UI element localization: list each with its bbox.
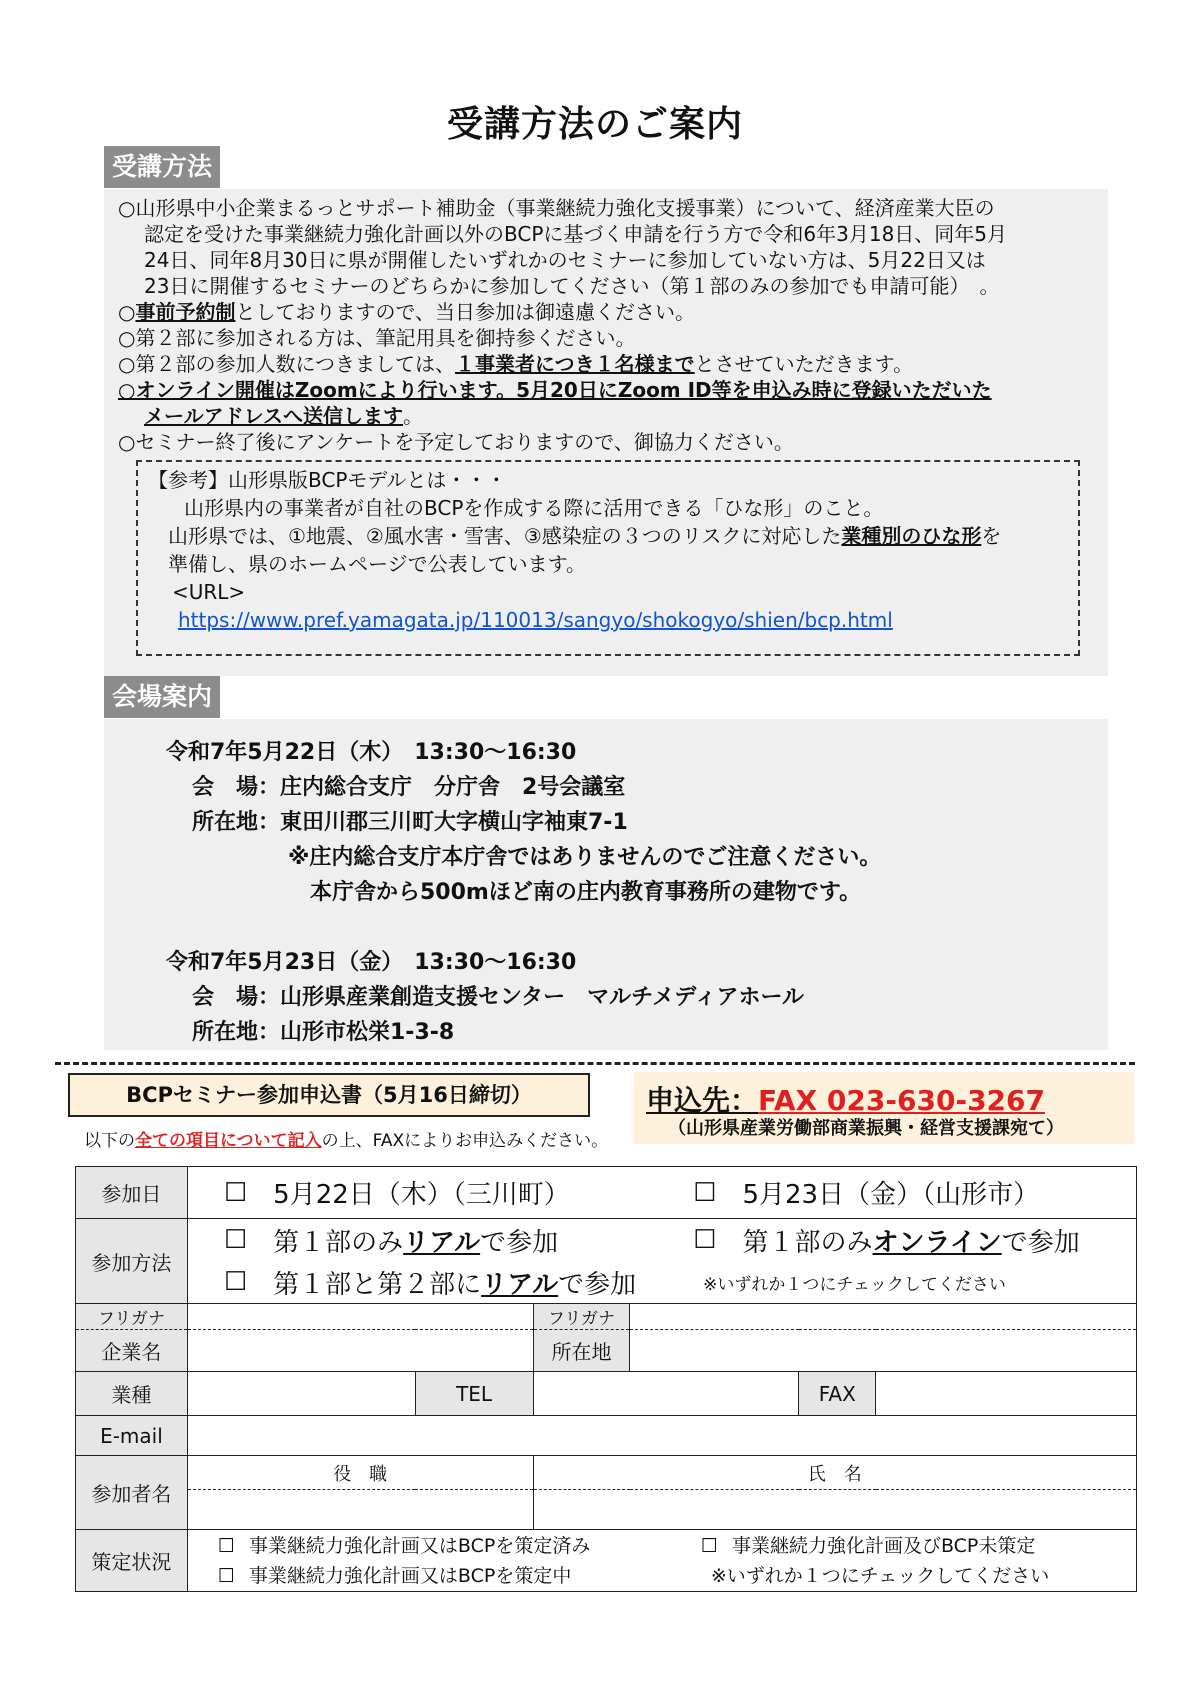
- company-field[interactable]: [187, 1330, 533, 1372]
- method-opt1-checkbox[interactable]: ☐: [223, 1225, 248, 1255]
- email-label: E-mail: [76, 1416, 188, 1456]
- industry-label: 業種: [76, 1372, 188, 1416]
- method-p1-line1: ○山形県中小企業まるっとサポート補助金（事業継続力強化支援事業）について、経済産業大臣の: [118, 196, 995, 220]
- section-tag-method: 受講方法: [104, 146, 220, 188]
- venue1-date: 令和7年5月22日（木） 13:30～16:30: [166, 740, 577, 765]
- reference-text: [148, 466, 1078, 634]
- furigana-label: フリガナ: [76, 1304, 188, 1330]
- status-opt1-label: 事業継続力強化計画又はBCPを策定済み: [248, 1534, 591, 1557]
- venue1-note2: 本庁舎から500mほど南の庄内教育事務所の建物です。: [310, 880, 862, 905]
- company-label: 企業名: [76, 1330, 188, 1372]
- fax-department: （山形県産業労働部商業振興・経営支援課宛て）: [668, 1118, 1064, 1139]
- furigana2-label: フリガナ: [533, 1304, 630, 1330]
- status-opt2-label: 事業継続力強化計画及びBCP未策定: [731, 1534, 1036, 1557]
- tel-field[interactable]: [533, 1372, 799, 1416]
- method-p5-line1: ○オンライン開催はZoomにより行います。5月20日にZoom ID等を申込み時に登録いただいた: [118, 378, 992, 402]
- method-text: [118, 195, 1108, 455]
- section-tag-venue: 会場案内: [104, 676, 220, 718]
- reference-line1: 山形県内の事業者が自社のBCPを作成する際に活用できる「ひな形」のこと。: [184, 496, 884, 520]
- furigana-field[interactable]: [187, 1304, 533, 1330]
- method-p4: ○第２部の参加人数につきましては、１事業者につき１名様までとさせていただきます。: [118, 352, 914, 376]
- date-opt1-label: 5月22日（木）（三川町）: [273, 1180, 570, 1210]
- reference-title: 【参考】山形県版BCPモデルとは・・・: [148, 468, 507, 492]
- address-label: 所在地: [533, 1330, 630, 1372]
- position-label: 役 職: [187, 1456, 533, 1490]
- name-label: 氏 名: [533, 1456, 1136, 1490]
- status-opt2-checkbox[interactable]: ☐: [700, 1534, 718, 1557]
- method-p3: ○第２部に参加される方は、筆記用具を御持参ください。: [118, 326, 636, 350]
- status-opt3-checkbox[interactable]: ☐: [217, 1564, 235, 1587]
- method-p2: ○事前予約制としておりますので、当日参加は御遠慮ください。: [118, 300, 696, 324]
- method-p6: ○セミナー終了後にアンケートを予定しておりますので、御協力ください。: [118, 430, 794, 454]
- reference-line2: 山形県では、①地震、②風水害・雪害、③感染症の３つのリスクに対応した業種別のひな形を: [168, 524, 1002, 548]
- tel-label: TEL: [415, 1372, 533, 1416]
- venue2-address: 所在地：山形市松栄1-3-8: [192, 1020, 455, 1045]
- venue-text: [166, 735, 1106, 1050]
- fax-label: FAX: [799, 1372, 876, 1416]
- method-p1-line3: 24日、同年8月30日に県が開催したいずれかのセミナーに参加していない方は、5月22日又は: [144, 248, 986, 272]
- venue1-address: 所在地：東田川郡三川町大字横山字袖東7-1: [192, 810, 628, 835]
- application-note: 以下の全ての項目について記入の上、FAXによりお申込みください。: [84, 1131, 609, 1151]
- email-field[interactable]: [187, 1416, 1136, 1456]
- method-opt1-label: 第１部のみリアルで参加: [273, 1227, 559, 1258]
- status-label: 策定状況: [76, 1530, 188, 1592]
- venue2-date: 令和7年5月23日（金） 13:30～16:30: [166, 950, 577, 975]
- address-field[interactable]: [630, 1330, 1137, 1372]
- method-note: ※いずれか１つにチェックしてください: [703, 1274, 1006, 1295]
- venue2-place: 会 場：山形県産業創造支援センター マルチメディアホール: [192, 985, 805, 1010]
- position-field[interactable]: [187, 1490, 533, 1530]
- method-label: 参加方法: [76, 1219, 188, 1304]
- fax-line: 申込先：FAX 023-630-3267: [646, 1084, 1046, 1117]
- name-field[interactable]: [533, 1490, 1136, 1530]
- furigana2-field[interactable]: [630, 1304, 1137, 1330]
- reference-line3: 準備し、県のホームページで公表しています。: [168, 552, 586, 576]
- venue1-place: 会 場：庄内総合支庁 分庁舎 2号会議室: [192, 775, 626, 800]
- status-opt1-checkbox[interactable]: ☐: [217, 1534, 235, 1557]
- date-opt2-checkbox[interactable]: ☐: [693, 1177, 717, 1208]
- participant-label: 参加者名: [76, 1456, 188, 1530]
- status-note: ※いずれか１つにチェックしてください: [710, 1564, 1050, 1587]
- method-p1-line2: 認定を受けた事業継続力強化計画以外のBCPに基づく申請を行う方で令和6年3月18日、同年5月: [144, 222, 1008, 246]
- method-opt2-checkbox[interactable]: ☐: [693, 1225, 717, 1255]
- status-opt3-label: 事業継続力強化計画又はBCPを策定中: [248, 1564, 572, 1587]
- method-opt2-label: 第１部のみオンラインで参加: [742, 1227, 1080, 1258]
- application-heading: BCPセミナー参加申込書（5月16日締切）: [68, 1073, 590, 1117]
- method-p1-line4: 23日に開催するセミナーのどちらかに参加してください（第１部のみの参加でも申請可能） 。: [144, 274, 1000, 298]
- industry-field[interactable]: [187, 1372, 415, 1416]
- fax-field[interactable]: [876, 1372, 1137, 1416]
- method-opt3-label: 第１部と第２部にリアルで参加: [273, 1269, 637, 1300]
- reference-url-link[interactable]: https://www.pref.yamagata.jp/110013/sangyo/shokogyo/shien/bcp.html: [178, 608, 893, 632]
- method-opt3-checkbox[interactable]: ☐: [223, 1267, 248, 1297]
- page-title: 受講方法のご案内: [446, 104, 743, 145]
- reference-url-label: <URL>: [172, 580, 246, 604]
- date-label: 参加日: [76, 1167, 188, 1219]
- date-opt2-label: 5月23日（金）（山形市）: [742, 1180, 1040, 1210]
- method-p5-line2: メールアドレスへ送信します。: [144, 404, 423, 428]
- application-form: [75, 1166, 1137, 1592]
- cut-line: [55, 1062, 1135, 1065]
- date-opt1-checkbox[interactable]: ☐: [223, 1177, 248, 1208]
- venue1-note1: ※庄内総合支庁本庁舎ではありませんのでご注意ください。: [288, 845, 882, 870]
